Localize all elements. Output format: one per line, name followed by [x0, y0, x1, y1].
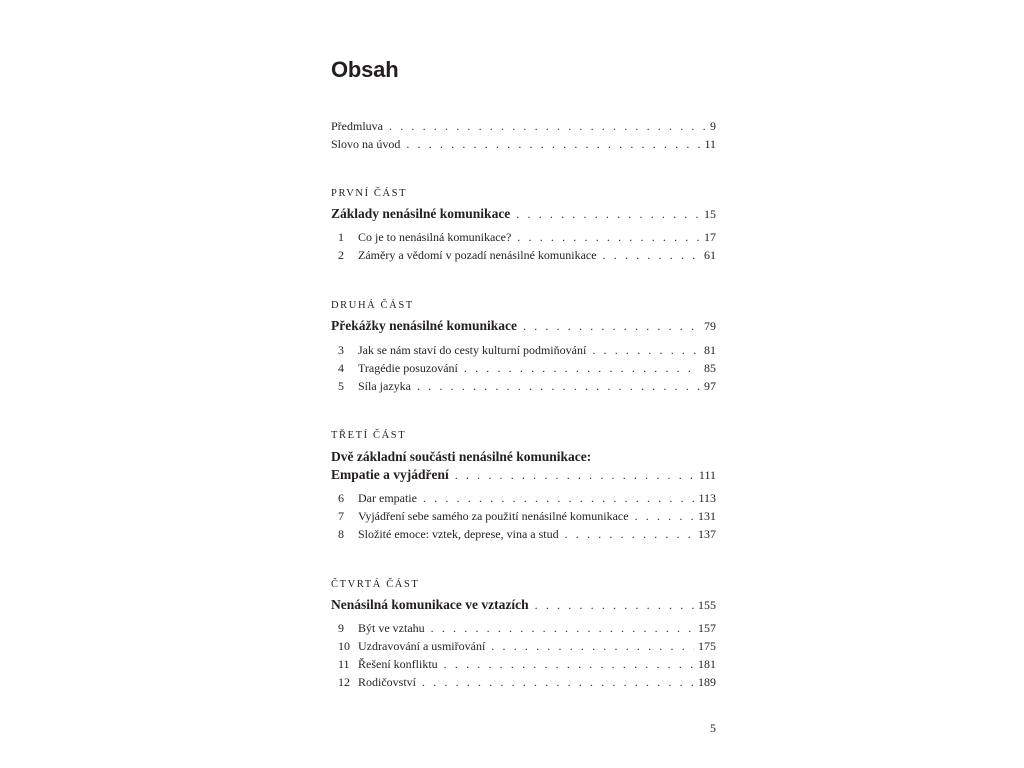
part-heading-entry: [331, 205, 716, 223]
toc-chapter-entry: [331, 507, 716, 525]
part-heading: Empatie a vyjádření: [331, 467, 449, 482]
leader-dots: [565, 525, 694, 543]
part-heading: Základy nenásilné komunikace: [331, 206, 511, 221]
leader-dots: [422, 673, 694, 691]
chapter-number: 12: [338, 675, 350, 689]
part-label: ČTVRTÁ ČÁST: [331, 579, 420, 590]
toc-entry-page: 15: [704, 207, 716, 221]
leader-dots: [464, 359, 700, 377]
toc-entry-foreword: [331, 117, 716, 135]
toc-entry-page: 175: [698, 639, 716, 653]
chapter-title: Dar empatie: [358, 491, 417, 505]
leader-dots: [535, 596, 694, 614]
chapter-title: Vyjádření sebe samého za použití nenásilné komunikace: [358, 509, 629, 523]
toc-entry-page: 81: [704, 343, 716, 357]
leader-dots: [431, 619, 694, 637]
chapter-number: 4: [338, 361, 344, 375]
toc-entry-page: 9: [710, 119, 716, 133]
toc-chapter-entry: [331, 525, 716, 543]
chapter-number: 8: [338, 527, 344, 541]
chapter-number: 11: [338, 657, 350, 671]
part-heading-entry: [331, 596, 716, 614]
part-label: PRVNÍ ČÁST: [331, 188, 408, 199]
chapter-number: 6: [338, 491, 344, 505]
leader-dots: [417, 377, 700, 395]
toc-chapter-entry: [331, 341, 716, 359]
leader-dots: [635, 507, 694, 525]
toc-chapter-entry: [331, 619, 716, 637]
toc-entry-page: 11: [704, 137, 716, 151]
chapter-title: Tragédie posuzování: [358, 361, 458, 375]
leader-dots: [491, 637, 694, 655]
toc-entry-page: 155: [698, 598, 716, 612]
chapter-title: Záměry a vědomí v pozadí nenásilné komunikace: [358, 248, 597, 262]
leader-dots: [517, 228, 700, 246]
chapter-number: 9: [338, 621, 344, 635]
toc-page: [331, 0, 716, 768]
toc-entry-page: 85: [704, 361, 716, 375]
chapter-title: Být ve vztahu: [358, 621, 425, 635]
toc-entry-page: 131: [698, 509, 716, 523]
page-title: Obsah: [331, 57, 399, 82]
part-heading: Překážky nenásilné komunikace: [331, 318, 518, 333]
toc-entry-page: 97: [704, 379, 716, 393]
toc-entry-page: 137: [698, 527, 716, 541]
chapter-number: 7: [338, 509, 344, 523]
leader-dots: [389, 117, 706, 135]
leader-dots: [406, 135, 700, 153]
toc-entry-page: 111: [698, 468, 716, 482]
toc-chapter-entry: [331, 637, 716, 655]
toc-entry-page: 157: [698, 621, 716, 635]
leader-dots: [516, 205, 700, 223]
leader-dots: [592, 341, 700, 359]
chapter-title: Řešení konfliktu: [358, 657, 438, 671]
toc-entry-page: 181: [698, 657, 716, 671]
chapter-number: 10: [338, 639, 350, 653]
toc-entry-label: Předmluva: [331, 119, 383, 133]
toc-entry-page: 17: [704, 230, 716, 244]
toc-chapter-entry: [331, 228, 716, 246]
toc-entry-page: 189: [698, 675, 716, 689]
page-number: 5: [710, 721, 716, 735]
part-heading-line: Dvě základní součásti nenásilné komunikace:: [331, 449, 592, 464]
toc-entry-introduction: [331, 135, 716, 153]
toc-chapter-entry: [331, 246, 716, 264]
leader-dots: [444, 655, 694, 673]
chapter-title: Uzdravování a usmiřování: [358, 639, 486, 653]
chapter-title: Co je to nenásilná komunikace?: [358, 230, 512, 244]
part-heading-entry: [331, 317, 716, 335]
chapter-number: 3: [338, 343, 344, 357]
chapter-number: 2: [338, 248, 344, 262]
toc-chapter-entry: [331, 655, 716, 673]
part-heading-entry: [331, 466, 716, 484]
toc-entry-page: 79: [704, 319, 716, 333]
chapter-title: Složité emoce: vztek, deprese, vina a stud: [358, 527, 559, 541]
leader-dots: [523, 317, 700, 335]
chapter-title: Jak se nám staví do cesty kulturní podmiňování: [358, 343, 587, 357]
part-label: TŘETÍ ČÁST: [331, 430, 407, 441]
leader-dots: [603, 246, 700, 264]
toc-entry-page: 61: [704, 248, 716, 262]
chapter-number: 5: [338, 379, 344, 393]
leader-dots: [423, 489, 694, 507]
toc-entry-page: 113: [698, 491, 716, 505]
toc-chapter-entry: [331, 359, 716, 377]
toc-chapter-entry: [331, 673, 716, 691]
toc-entry-label: Slovo na úvod: [331, 137, 401, 151]
toc-chapter-entry: [331, 489, 716, 507]
part-label: DRUHÁ ČÁST: [331, 300, 414, 311]
chapter-title: Síla jazyka: [358, 379, 411, 393]
chapter-number: 1: [338, 230, 344, 244]
leader-dots: [455, 466, 695, 484]
chapter-title: Rodičovství: [358, 675, 417, 689]
part-heading: Nenásilná komunikace ve vztazích: [331, 597, 529, 612]
toc-chapter-entry: [331, 377, 716, 395]
